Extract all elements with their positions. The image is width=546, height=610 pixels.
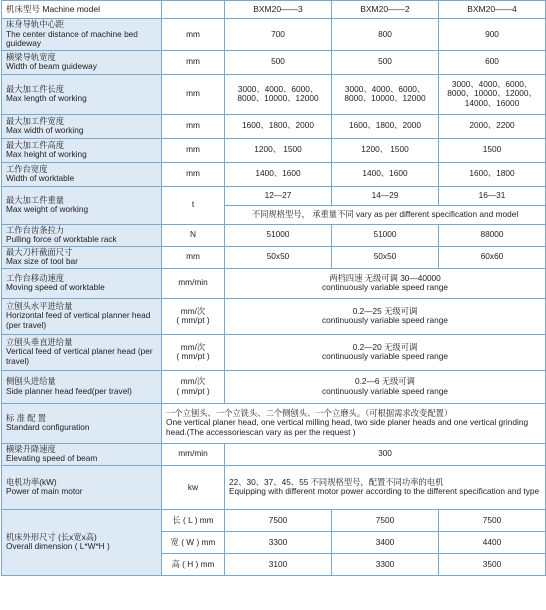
value-cell: 1400、1600 [225, 162, 332, 186]
value-line: continuously variable speed range [322, 315, 448, 326]
unit-cell: mm [162, 114, 225, 138]
label-zh: 最大加工件长度 [6, 83, 65, 94]
label-en: Max height of working [6, 149, 87, 160]
label-zh: 横梁升降速度 [6, 443, 56, 454]
unit-cell: kw [162, 465, 225, 509]
value-cell [332, 74, 439, 114]
label-zh: 工作台移动速度 [6, 272, 65, 283]
row-center-distance [2, 19, 546, 51]
label-en: Elevating speed of beam [6, 453, 98, 464]
value-cell [225, 298, 546, 334]
weight-note: 不同规格型号， 承重量不同 vary as per different specification and model [225, 205, 546, 224]
unit-cell: mm [162, 138, 225, 162]
value-cell: 1500 [439, 138, 546, 162]
value-cell: 1200、 1500 [332, 138, 439, 162]
value-cell: 3300 [332, 553, 439, 575]
value-line: 0.2—25 无级可调 [352, 305, 418, 316]
value-line: 0.2—6 无级可调 [355, 376, 415, 387]
row-label [2, 74, 162, 114]
unit-cell: mm [162, 74, 225, 114]
dimension-label: 高 ( H ) mm [162, 553, 225, 575]
value-cell: 3100 [225, 553, 332, 575]
spec-table [1, 0, 546, 576]
unit-line: mm/次 [180, 376, 206, 387]
value-cell: 300 [225, 443, 546, 465]
unit-cell: N [162, 224, 225, 246]
label-en: Side planner head feed(per travel) [6, 385, 132, 396]
row-label [2, 298, 162, 334]
value-cell [225, 334, 546, 370]
label-en: Overall dimension ( L*W*H ) [6, 541, 110, 552]
label-en: Pulling force of worktable rack [6, 234, 117, 245]
label-en: Power of main motor [6, 486, 83, 497]
row-beam-width [2, 50, 546, 74]
value-cell: 16—31 [439, 186, 546, 205]
value-cell: 60x60 [439, 246, 546, 268]
unit-cell: t [162, 186, 225, 224]
row-tool-bar [2, 246, 546, 268]
value-cell: 88000 [439, 224, 546, 246]
label-en: Horizontal feed of vertical planner head (per travel) [6, 310, 151, 330]
row-label [2, 370, 162, 403]
unit-cell: mm [162, 19, 225, 51]
unit-line: mm/次 [180, 341, 206, 352]
value-cell [225, 74, 332, 114]
row-label [2, 465, 162, 509]
value-line: 8000、10000、12000 [237, 93, 319, 104]
label-en: Max weight of working [6, 204, 89, 215]
row-max-width [2, 114, 546, 138]
row-max-weight [2, 186, 546, 205]
unit-cell: mm/min [162, 268, 225, 298]
label-zh: 工作台宽度 [6, 163, 48, 174]
value-cell: 1600、1800 [439, 162, 546, 186]
label-en: The center distance of machine bed guideway [6, 28, 138, 49]
label-zh: 工作台齿条拉力 [6, 224, 65, 235]
value-cell: 51000 [225, 224, 332, 246]
value-cell: 3400 [332, 531, 439, 553]
label-zh: 电机功率(kW) [6, 476, 57, 487]
value-cell: 3300 [225, 531, 332, 553]
row-label [2, 246, 162, 268]
row-label [2, 19, 162, 51]
unit-cell: mm [162, 246, 225, 268]
unit-cell [162, 370, 225, 403]
value-cell: 12—27 [225, 186, 332, 205]
row-label [2, 114, 162, 138]
value-cell: 14—29 [332, 186, 439, 205]
label-zh: 最大刀杆截面尺寸 [6, 246, 73, 257]
row-side-head-feed [2, 370, 546, 403]
value-line: 3000、4000、6000、 [451, 78, 533, 89]
value-cell: 500 [225, 50, 332, 74]
value-line: 3000、4000、6000、 [344, 83, 426, 94]
row-label [2, 443, 162, 465]
row-max-height [2, 138, 546, 162]
unit-cell [162, 298, 225, 334]
label-zh: 立刨头水平进给量 [6, 300, 73, 311]
row-label [2, 509, 162, 575]
value-line: continuously variable speed range [322, 351, 448, 362]
row-vertical-head-vertical-feed [2, 334, 546, 370]
row-overall-length [2, 509, 546, 531]
value-line: 0.2—20 无级可调 [352, 341, 418, 352]
value-cell: 7500 [225, 509, 332, 531]
row-label [2, 334, 162, 370]
value-cell: 7500 [332, 509, 439, 531]
label-en: Max length of working [6, 93, 87, 104]
value-cell: 50x50 [225, 246, 332, 268]
dimension-label: 宽 ( W ) mm [162, 531, 225, 553]
value-cell: 500 [332, 50, 439, 74]
unit-cell: mm/min [162, 443, 225, 465]
value-line: Equipping with different motor power according to the different specification and type [229, 486, 540, 497]
value-cell [225, 465, 546, 509]
value-line: 8000、10000、12000 [344, 93, 426, 104]
dimension-label: 长 ( L ) mm [162, 509, 225, 531]
value-line: 3000、4000、6000、 [237, 83, 319, 94]
value-line: One vertical planer head, one vertical milling head, two side planer heads and one vertical grinding head.(The accessoriescan vary as per the request ) [166, 417, 529, 437]
value-cell [225, 370, 546, 403]
value-cell: 1600、1800、2000 [225, 114, 332, 138]
header-model-1: BXM20——3 [225, 1, 332, 19]
label-zh: 最大加工件重量 [6, 194, 65, 205]
value-cell: 2000、2200 [439, 114, 546, 138]
row-pulling-force [2, 224, 546, 246]
row-standard-configuration [2, 403, 546, 443]
row-label [2, 186, 162, 224]
value-cell: 50x50 [332, 246, 439, 268]
label-en: Max width of working [6, 125, 84, 136]
value-cell: 700 [225, 19, 332, 51]
label-zh: 标 准 配 置 [6, 412, 47, 423]
value-cell: 600 [439, 50, 546, 74]
label-zh: 最大加工件宽度 [6, 115, 65, 126]
label-en: Vertical feed of vertical planer head (per travel) [6, 346, 153, 366]
label-zh: 最大加工件高度 [6, 139, 65, 150]
label-en: Max size of tool bar [6, 256, 78, 267]
value-cell: 3500 [439, 553, 546, 575]
value-cell: 900 [439, 19, 546, 51]
row-label [2, 138, 162, 162]
row-beam-speed [2, 443, 546, 465]
header-machine-model: 机床型号 Machine model [2, 1, 162, 19]
header-unit-blank [162, 1, 225, 19]
label-zh: 立刨头垂直进给量 [6, 336, 73, 347]
label-zh: 床身导轨中心距 [6, 19, 65, 29]
header-model-3: BXM20——4 [439, 1, 546, 19]
label-zh: 横梁导轨宽度 [6, 51, 56, 62]
header-model-2: BXM20——2 [332, 1, 439, 19]
label-en: Moving speed of worktable [6, 282, 105, 293]
label-en: Standard configuration [6, 422, 90, 433]
unit-line: ( mm/pt ) [176, 385, 210, 396]
row-label [2, 224, 162, 246]
value-line: 22、30、37、45、55 不同规格型号，配置不同功率的电机 [229, 476, 444, 487]
label-en: Width of beam guideway [6, 61, 97, 72]
row-motor-power [2, 465, 546, 509]
value-cell [162, 403, 546, 443]
row-label [2, 268, 162, 298]
row-label [2, 50, 162, 74]
value-line: continuously variable speed range [322, 385, 448, 396]
value-cell: 800 [332, 19, 439, 51]
unit-line: ( mm/pt ) [176, 351, 210, 362]
value-cell [225, 268, 546, 298]
label-en: Width of worktable [6, 173, 75, 184]
row-label [2, 403, 162, 443]
value-cell: 1400、1600 [332, 162, 439, 186]
row-label [2, 162, 162, 186]
value-cell: 1200、 1500 [225, 138, 332, 162]
value-line: 两档四速 无级可调 30—40000 [329, 272, 441, 283]
unit-cell: mm [162, 162, 225, 186]
header-row [2, 1, 546, 19]
row-table-width [2, 162, 546, 186]
row-max-length [2, 74, 546, 114]
unit-cell [162, 334, 225, 370]
value-cell: 7500 [439, 509, 546, 531]
value-cell: 51000 [332, 224, 439, 246]
value-line: 8000、10000、12000、 [447, 88, 537, 99]
row-vertical-head-horizontal-feed [2, 298, 546, 334]
unit-line: ( mm/pt ) [176, 315, 210, 326]
label-zh: 机床外形尺寸 (长x宽x高) [6, 531, 97, 542]
value-line: continuously variable speed range [322, 282, 448, 293]
row-table-speed [2, 268, 546, 298]
unit-cell: mm [162, 50, 225, 74]
value-cell [439, 74, 546, 114]
value-line: 一个立刨头、一个立铣头、二个侧刨头、一个立磨头。（可根据需求改变配置） [166, 407, 453, 418]
value-line: 14000、16000 [464, 97, 520, 108]
value-cell: 1600、1800、2000 [332, 114, 439, 138]
unit-line: mm/次 [180, 305, 206, 316]
value-cell: 4400 [439, 531, 546, 553]
label-zh: 侧刨头进给量 [6, 376, 56, 387]
